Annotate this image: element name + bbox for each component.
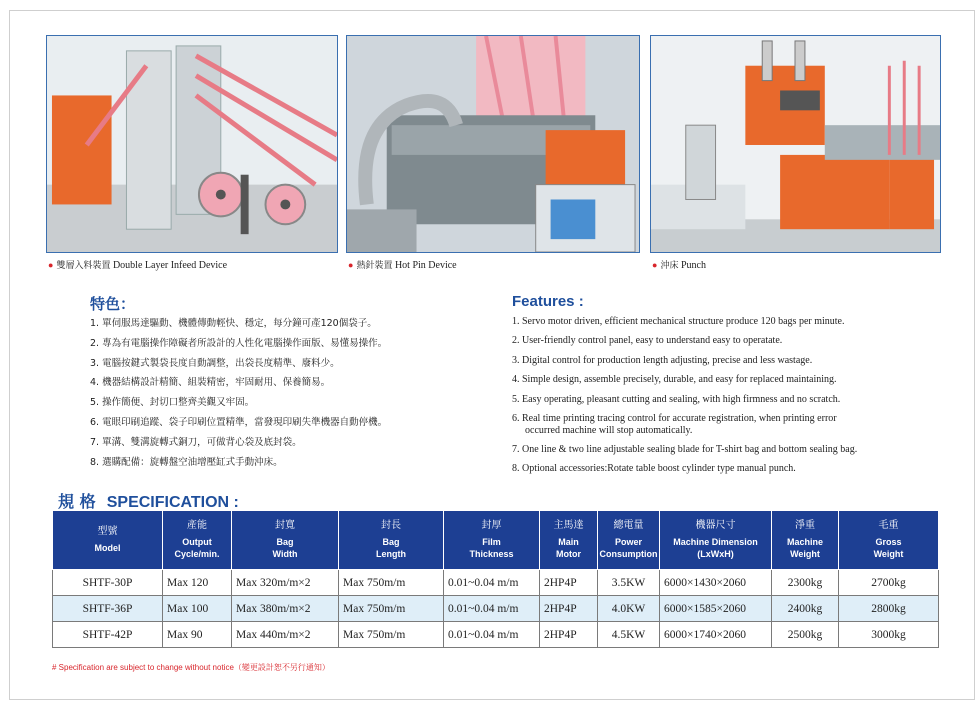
header-en: Output — [182, 537, 212, 547]
footnote — [52, 662, 330, 673]
caption-double-layer — [48, 258, 227, 271]
list-item: 5. Easy operating, pleasant cutting and sealing, with high firmness and no scratch. — [512, 393, 841, 405]
header-output — [163, 511, 232, 570]
cell-main-motor: 2HP4P — [540, 570, 598, 596]
list-item: 4. 機器結構設計精簡、組裝精密，牢固耐用、保養簡易。 — [90, 377, 331, 389]
header-en: Gross — [875, 537, 902, 547]
header-dimension — [660, 511, 772, 570]
caption-punch — [652, 258, 706, 271]
header-en: Length — [376, 549, 406, 559]
cell-output: Max 120 — [163, 570, 232, 596]
header-en: Width — [272, 549, 298, 559]
cell-gross-weight: 3000kg — [839, 622, 939, 648]
header-bag-width — [232, 511, 339, 570]
footnote-zh: （變更設計恕不另行通知） — [233, 663, 330, 672]
header-en: Power — [614, 537, 642, 547]
features-en-title: Features : — [512, 293, 584, 310]
cell-model: SHTF-42P — [53, 622, 163, 648]
caption-en: Punch — [680, 260, 706, 271]
photo-double-layer-infeed — [46, 35, 338, 253]
list-item: 7. One line & two line adjustable sealing blade for T-shirt bag and bottom sealing bag. — [512, 443, 858, 455]
photo-hot-pin-device — [346, 35, 640, 253]
list-item: 2. 專為有電腦操作障礙者所設計的人性化電腦操作面版、易懂易操作。 — [90, 337, 388, 349]
header-zh: 封長 — [381, 520, 401, 531]
cell-bag-width: Max 320m/m×2 — [232, 570, 339, 596]
header-en: Motor — [556, 549, 581, 559]
header-en: Weight — [873, 549, 904, 559]
header-film-thickness — [444, 511, 540, 570]
cell-gross-weight: 2800kg — [839, 596, 939, 622]
caption-en: Double Layer Infeed Device — [112, 260, 228, 271]
list-item: 1. Servo motor driven, efficient mechanical structure produce 120 bags per minute. — [512, 316, 845, 327]
header-zh: 總電量 — [613, 520, 644, 531]
list-item — [512, 413, 932, 437]
cell-dimension: 6000×1430×2060 — [660, 570, 772, 596]
cell-model: SHTF-30P — [53, 570, 163, 596]
header-en: Weight — [790, 549, 820, 559]
cell-bag-length: Max 750m/m — [339, 622, 444, 648]
list-item: 5. 操作簡便、封切口整齊美觀又牢固。 — [90, 397, 255, 409]
cell-bag-length: Max 750m/m — [339, 596, 444, 622]
header-en: Bag — [382, 537, 400, 547]
cell-gross-weight: 2700kg — [839, 570, 939, 596]
header-zh: 封寬 — [275, 520, 295, 531]
header-bag-length — [339, 511, 444, 570]
header-en: Cycle/min. — [174, 549, 220, 559]
caption-zh: 沖床 — [660, 261, 679, 271]
bullet-dot: ● — [652, 260, 658, 270]
cell-dimension: 6000×1740×2060 — [660, 622, 772, 648]
header-en: (LxWxH) — [697, 549, 734, 559]
header-en: Film — [482, 537, 501, 547]
caption-zh: 熱針裝置 — [356, 261, 393, 271]
list-item: 7. 單溝、雙溝旋轉式銅刀，可做背心袋及底封袋。 — [90, 436, 302, 448]
caption-en: Hot Pin Device — [394, 260, 457, 271]
header-en: Model — [94, 543, 121, 553]
header-zh: 主馬達 — [553, 520, 584, 531]
cell-model: SHTF-36P — [53, 596, 163, 622]
cell-bag-width: Max 440m/m×2 — [232, 622, 339, 648]
header-main-motor — [540, 511, 598, 570]
header-model — [53, 511, 163, 570]
header-zh: 型號 — [97, 526, 118, 537]
features-zh-title: 特色： — [90, 295, 136, 313]
cell-main-motor: 2HP4P — [540, 596, 598, 622]
cell-machine-weight: 2500kg — [772, 622, 839, 648]
cell-power: 4.5KW — [598, 622, 660, 648]
cell-power: 3.5KW — [598, 570, 660, 596]
spec-title — [58, 489, 239, 512]
header-en: Thickness — [469, 549, 514, 559]
cell-output: Max 90 — [163, 622, 232, 648]
spec-title-en: SPECIFICATION : — [106, 494, 239, 511]
cell-bag-width: Max 380m/m×2 — [232, 596, 339, 622]
header-zh: 毛重 — [878, 520, 899, 531]
cell-film-thickness: 0.01~0.04 m/m — [444, 570, 540, 596]
features-en-list — [512, 316, 932, 483]
spec-title-zh: 規 格 — [58, 492, 96, 511]
header-zh: 機器尺寸 — [695, 520, 736, 531]
cell-power: 4.0KW — [598, 596, 660, 622]
list-item: 8. Optional accessories:Rotate table boost cylinder type manual punch. — [512, 463, 796, 475]
list-item: 3. 電腦按鍵式製袋長度自動調整，出袋長度精準、廢料少。 — [90, 357, 340, 369]
header-en: Machine Dimension — [673, 537, 758, 547]
features-zh-list — [90, 318, 490, 476]
list-item-continuation: occurred machine will stop automatically. — [525, 424, 693, 436]
header-machine-weight — [772, 511, 839, 570]
header-en: Consumption — [599, 549, 658, 559]
header-gross-weight — [839, 511, 939, 570]
spec-header-row — [53, 511, 939, 570]
caption-zh: 雙層入料裝置 — [56, 261, 111, 271]
list-item-line: 6. Real time printing tracing control for accurate registration, when printing error — [512, 412, 837, 424]
header-en: Machine — [786, 537, 823, 547]
cell-film-thickness: 0.01~0.04 m/m — [444, 622, 540, 648]
caption-hot-pin — [348, 258, 457, 271]
bullet-dot: ● — [48, 260, 54, 270]
cell-dimension: 6000×1585×2060 — [660, 596, 772, 622]
table-row — [53, 596, 939, 622]
footnote-en: # Specification are subject to change without notice — [52, 663, 234, 672]
cell-main-motor: 2HP4P — [540, 622, 598, 648]
table-row — [53, 622, 939, 648]
photo-punch — [650, 35, 941, 253]
header-power — [598, 511, 660, 570]
list-item: 8. 選購配備：旋轉盤空油增壓缸式手動沖床。 — [90, 456, 283, 468]
list-item: 1. 單伺服馬達驅動、機體傳動輕快、穩定，每分鐘可產120個袋子。 — [90, 318, 377, 329]
list-item: 4. Simple design, assemble precisely, durable, and easy for replaced maintaining. — [512, 374, 837, 386]
bullet-dot: ● — [348, 260, 354, 270]
table-row — [53, 570, 939, 596]
header-zh: 產能 — [187, 520, 207, 531]
cell-bag-length: Max 750m/m — [339, 570, 444, 596]
list-item: 3. Digital control for production length adjusting, precise and less wastage. — [512, 354, 813, 366]
cell-machine-weight: 2300kg — [772, 570, 839, 596]
list-item: 6. 電眼印刷追蹤、袋子印刷位置精準，當發現印刷失準機器自動停機。 — [90, 416, 388, 428]
header-en: Bag — [276, 537, 294, 547]
cell-output: Max 100 — [163, 596, 232, 622]
header-zh: 淨重 — [795, 520, 815, 531]
header-zh: 封厚 — [481, 520, 502, 531]
cell-film-thickness: 0.01~0.04 m/m — [444, 596, 540, 622]
header-en: Main — [558, 537, 579, 547]
list-item: 2. User-friendly control panel, easy to understand easy to operatate. — [512, 335, 783, 347]
cell-machine-weight: 2400kg — [772, 596, 839, 622]
spec-table — [52, 510, 939, 648]
